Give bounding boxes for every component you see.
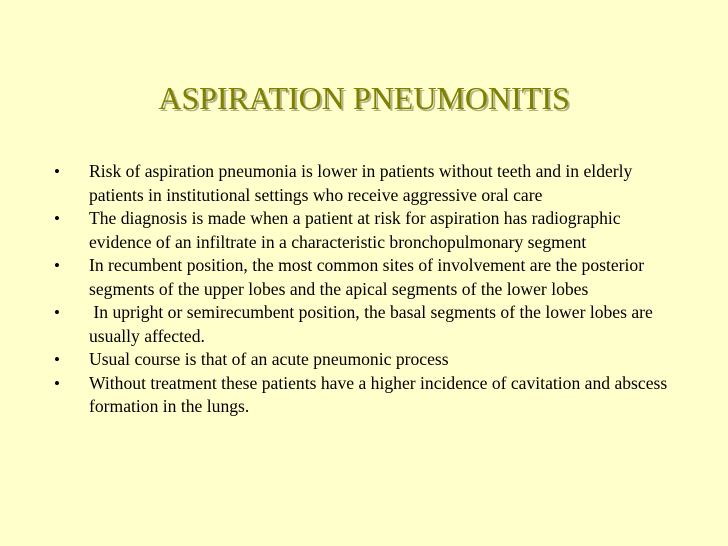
bullet-item xyxy=(54,160,674,207)
bullet-text: Risk of aspiration pneumonia is lower in patients without teeth and in elderly patients in institutional settings who receive aggressive oral care xyxy=(89,161,633,205)
bullet-icon: • xyxy=(54,350,60,369)
slide-title: ASPIRATION PNEUMONITIS xyxy=(158,80,570,116)
bullet-text: Without treatment these patients have a higher incidence of cavitation and abscess formation in the lungs. xyxy=(89,372,668,416)
bullet-icon: • xyxy=(54,209,60,228)
bullet-item xyxy=(54,207,674,254)
bullet-icon: • xyxy=(54,373,60,393)
bullet-text: The diagnosis is made when a patient at risk for aspiration has radiographic evidence of an infiltrate in a characteristic bronchopulmonary segment xyxy=(89,208,621,252)
bullet-list xyxy=(54,160,674,419)
bullet-item xyxy=(54,372,674,419)
bullet-icon: • xyxy=(54,256,60,275)
bullet-text: Usual course is that of an acute pneumonic process xyxy=(89,349,449,369)
bullet-icon: • xyxy=(54,162,60,181)
bullet-text: In recumbent position, the most common sites of involvement are the posterior segments of the upper lobes and the apical segments of the lower lobes xyxy=(89,255,645,299)
bullet-item xyxy=(54,348,674,372)
bullet-item xyxy=(54,301,674,348)
bullet-text: In upright or semirecumbent position, the basal segments of the lower lobes are usually affected. xyxy=(89,302,658,346)
bullet-item xyxy=(54,254,674,301)
bullet-icon: • xyxy=(54,303,60,322)
